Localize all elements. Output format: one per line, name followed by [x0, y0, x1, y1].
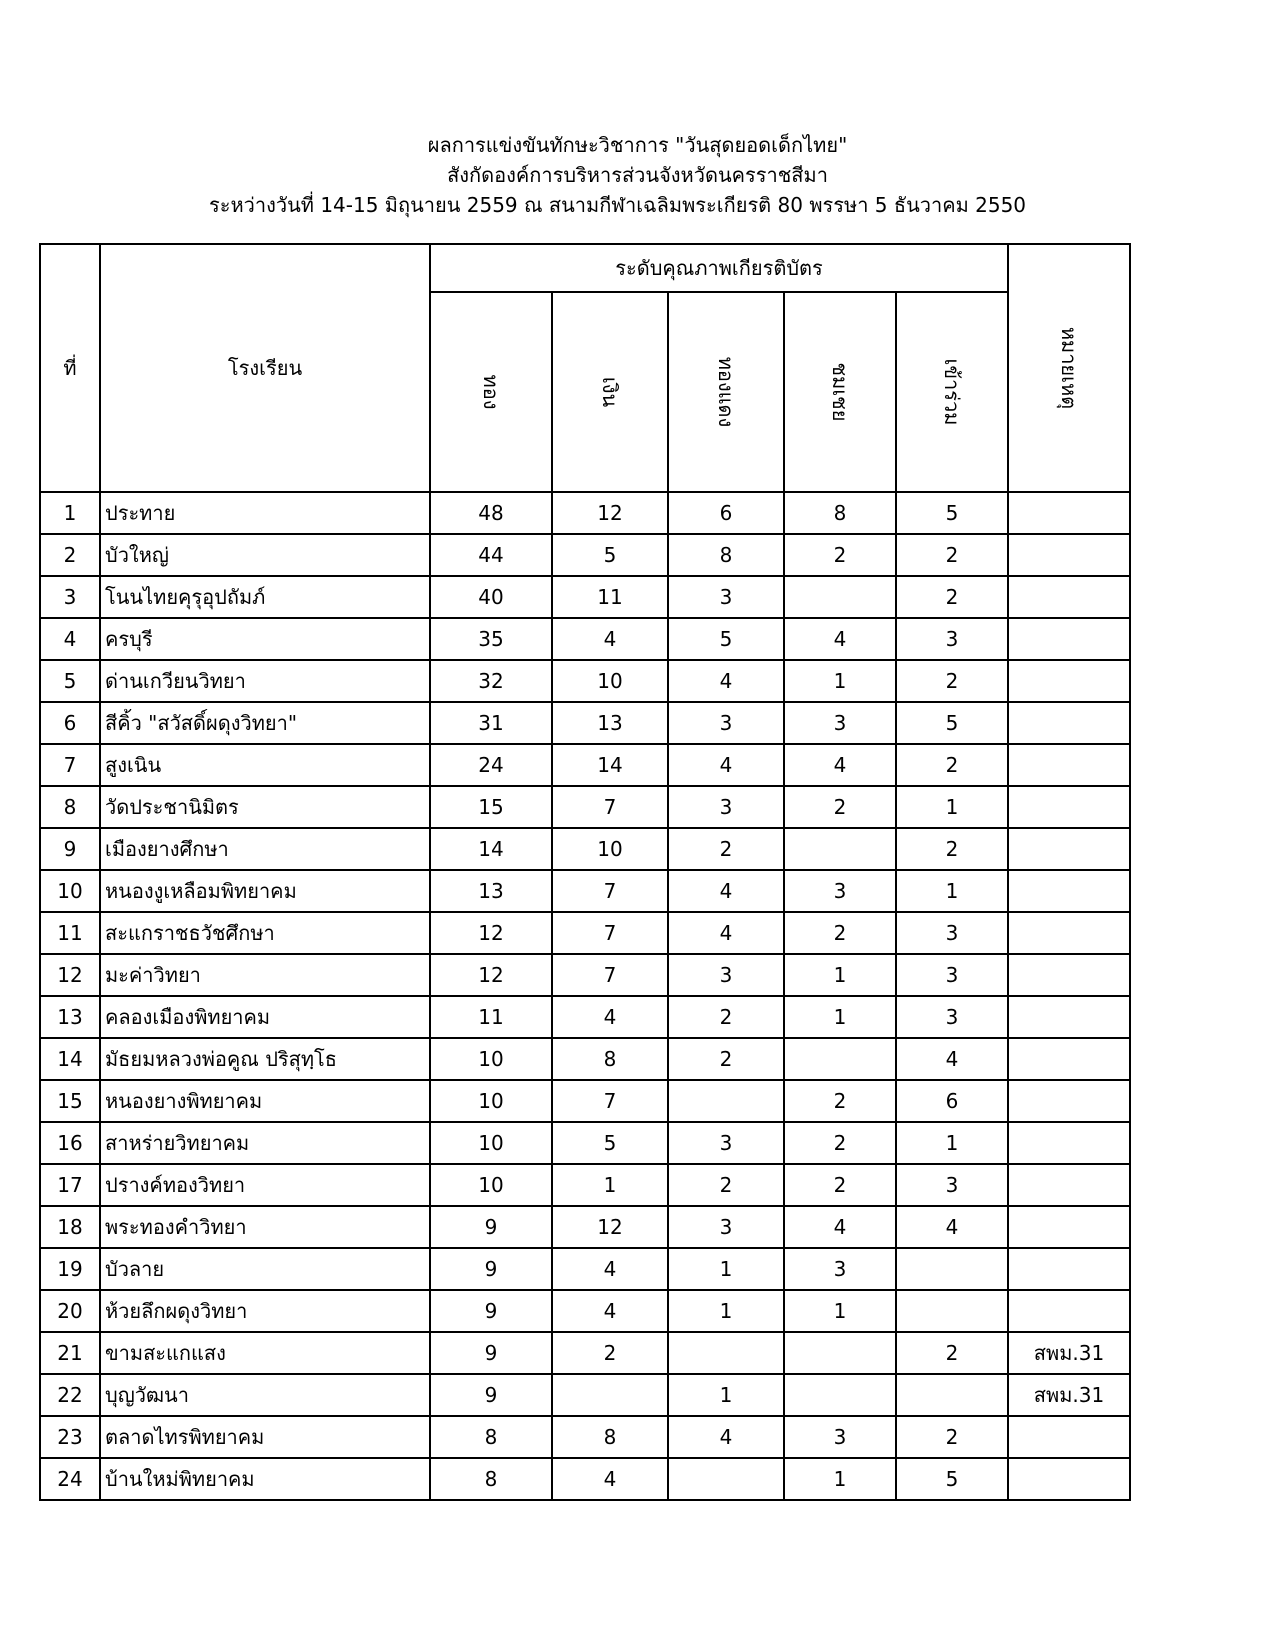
- header-honor-cell: [784, 292, 896, 492]
- header-no: ที่: [40, 244, 100, 492]
- cell-note: [1008, 1122, 1130, 1164]
- cell-participate: 2: [896, 534, 1008, 576]
- cell-school: บัวใหญ่: [100, 534, 430, 576]
- table-row: [40, 618, 1130, 660]
- cell-honor: 1: [784, 1290, 896, 1332]
- table-row: [40, 912, 1130, 954]
- cell-honor: 3: [784, 1248, 896, 1290]
- cell-silver: 7: [552, 912, 668, 954]
- cell-silver: 7: [552, 870, 668, 912]
- header-gold-cell: [430, 292, 552, 492]
- cell-participate: 2: [896, 576, 1008, 618]
- cell-gold: 10: [430, 1080, 552, 1122]
- table-row: [40, 1038, 1130, 1080]
- cell-note: [1008, 996, 1130, 1038]
- cell-gold: 14: [430, 828, 552, 870]
- table-row: [40, 576, 1130, 618]
- table-row: [40, 786, 1130, 828]
- cell-bronze: 3: [668, 576, 784, 618]
- cell-bronze: 4: [668, 660, 784, 702]
- cell-no: 14: [40, 1038, 100, 1080]
- cell-bronze: 2: [668, 828, 784, 870]
- cell-silver: 4: [552, 1458, 668, 1500]
- cell-gold: 32: [430, 660, 552, 702]
- cell-note: [1008, 1038, 1130, 1080]
- cell-no: 1: [40, 492, 100, 534]
- cell-no: 12: [40, 954, 100, 996]
- cell-no: 9: [40, 828, 100, 870]
- cell-bronze: 4: [668, 744, 784, 786]
- cell-participate: 1: [896, 786, 1008, 828]
- cell-bronze: 2: [668, 1038, 784, 1080]
- cell-honor: 2: [784, 1122, 896, 1164]
- cell-school: ประทาย: [100, 492, 430, 534]
- cell-honor: 3: [784, 870, 896, 912]
- cell-silver: 5: [552, 534, 668, 576]
- table-row: [40, 1416, 1130, 1458]
- cell-school: หนองงูเหลือมพิทยาคม: [100, 870, 430, 912]
- cell-honor: 4: [784, 744, 896, 786]
- cell-honor: [784, 1332, 896, 1374]
- cell-gold: 10: [430, 1122, 552, 1164]
- cell-bronze: 5: [668, 618, 784, 660]
- cell-participate: 5: [896, 492, 1008, 534]
- cell-no: 19: [40, 1248, 100, 1290]
- cell-silver: 8: [552, 1416, 668, 1458]
- cell-gold: 31: [430, 702, 552, 744]
- cell-note: [1008, 1290, 1130, 1332]
- cell-note: [1008, 912, 1130, 954]
- cell-silver: 4: [552, 1248, 668, 1290]
- cell-silver: 14: [552, 744, 668, 786]
- cell-school: ขามสะแกแสง: [100, 1332, 430, 1374]
- cell-no: 22: [40, 1374, 100, 1416]
- cell-school: คลองเมืองพิทยาคม: [100, 996, 430, 1038]
- header-participate: เข้าร่วม: [940, 358, 964, 426]
- cell-gold: 15: [430, 786, 552, 828]
- cell-gold: 10: [430, 1038, 552, 1080]
- cell-gold: 9: [430, 1206, 552, 1248]
- cell-no: 6: [40, 702, 100, 744]
- table-row: [40, 1122, 1130, 1164]
- cell-participate: 3: [896, 1164, 1008, 1206]
- cell-bronze: 3: [668, 1206, 784, 1248]
- cell-honor: 2: [784, 1164, 896, 1206]
- cell-school: ห้วยลึกผดุงวิทยา: [100, 1290, 430, 1332]
- cell-silver: 7: [552, 786, 668, 828]
- cell-note: [1008, 492, 1130, 534]
- cell-honor: 4: [784, 1206, 896, 1248]
- table-row: [40, 996, 1130, 1038]
- cell-honor: [784, 1038, 896, 1080]
- cell-participate: 3: [896, 618, 1008, 660]
- cell-school: โนนไทยคุรุอุปถัมภ์: [100, 576, 430, 618]
- cell-silver: 4: [552, 996, 668, 1038]
- cell-honor: 2: [784, 534, 896, 576]
- cell-note: [1008, 954, 1130, 996]
- table-row: [40, 1290, 1130, 1332]
- cell-honor: 1: [784, 660, 896, 702]
- cell-bronze: 4: [668, 1416, 784, 1458]
- cell-school: บ้านใหม่พิทยาคม: [100, 1458, 430, 1500]
- cell-note: [1008, 1206, 1130, 1248]
- table-row: [40, 828, 1130, 870]
- cell-gold: 11: [430, 996, 552, 1038]
- cell-no: 11: [40, 912, 100, 954]
- cell-gold: 44: [430, 534, 552, 576]
- cell-gold: 48: [430, 492, 552, 534]
- cell-gold: 40: [430, 576, 552, 618]
- cell-no: 10: [40, 870, 100, 912]
- header-participate-cell: [896, 292, 1008, 492]
- table-row: [40, 1206, 1130, 1248]
- cell-school: สาหร่ายวิทยาคม: [100, 1122, 430, 1164]
- cell-school: สีคิ้ว "สวัสดิ์ผดุงวิทยา": [100, 702, 430, 744]
- cell-silver: 2: [552, 1332, 668, 1374]
- cell-silver: 7: [552, 954, 668, 996]
- cell-participate: 2: [896, 1332, 1008, 1374]
- cell-no: 3: [40, 576, 100, 618]
- cell-participate: 2: [896, 828, 1008, 870]
- cell-bronze: 3: [668, 1122, 784, 1164]
- cell-school: พระทองคำวิทยา: [100, 1206, 430, 1248]
- table-row: [40, 1164, 1130, 1206]
- cell-participate: 2: [896, 660, 1008, 702]
- cell-silver: 13: [552, 702, 668, 744]
- cell-bronze: 2: [668, 1164, 784, 1206]
- cell-bronze: 1: [668, 1374, 784, 1416]
- cell-note: [1008, 618, 1130, 660]
- cell-bronze: 3: [668, 786, 784, 828]
- cell-school: สะแกราชธวัชศึกษา: [100, 912, 430, 954]
- cell-no: 5: [40, 660, 100, 702]
- cell-no: 24: [40, 1458, 100, 1500]
- cell-no: 15: [40, 1080, 100, 1122]
- cell-school: ด่านเกวียนวิทยา: [100, 660, 430, 702]
- cell-note: [1008, 576, 1130, 618]
- cell-participate: 2: [896, 744, 1008, 786]
- cell-silver: 7: [552, 1080, 668, 1122]
- header-bronze-cell: [668, 292, 784, 492]
- cell-participate: 3: [896, 912, 1008, 954]
- cell-no: 20: [40, 1290, 100, 1332]
- table-row: [40, 954, 1130, 996]
- cell-honor: 1: [784, 954, 896, 996]
- cell-bronze: 3: [668, 702, 784, 744]
- cell-no: 13: [40, 996, 100, 1038]
- cell-school: มัธยมหลวงพ่อคูณ ปริสุทฺโธ: [100, 1038, 430, 1080]
- cell-participate: [896, 1374, 1008, 1416]
- cell-note: สพม.31: [1008, 1374, 1130, 1416]
- table-body: [40, 492, 1130, 1500]
- cell-note: [1008, 534, 1130, 576]
- header-certificate-level: ระดับคุณภาพเกียรติบัตร: [430, 244, 1008, 292]
- cell-gold: 10: [430, 1164, 552, 1206]
- title-organization: สังกัดองค์การบริหารส่วนจังหวัดนครราชสีมา: [447, 163, 828, 187]
- cell-note: [1008, 828, 1130, 870]
- cell-no: 18: [40, 1206, 100, 1248]
- cell-honor: [784, 576, 896, 618]
- cell-participate: 6: [896, 1080, 1008, 1122]
- cell-honor: 4: [784, 618, 896, 660]
- cell-silver: 12: [552, 1206, 668, 1248]
- cell-silver: 8: [552, 1038, 668, 1080]
- cell-school: หนองยางพิทยาคม: [100, 1080, 430, 1122]
- cell-bronze: 1: [668, 1248, 784, 1290]
- cell-participate: 4: [896, 1038, 1008, 1080]
- cell-silver: 10: [552, 660, 668, 702]
- cell-note: [1008, 786, 1130, 828]
- cell-no: 17: [40, 1164, 100, 1206]
- document-header: [0, 130, 1275, 220]
- cell-silver: 12: [552, 492, 668, 534]
- cell-note: [1008, 870, 1130, 912]
- cell-bronze: 6: [668, 492, 784, 534]
- table-row: [40, 1248, 1130, 1290]
- cell-participate: 5: [896, 1458, 1008, 1500]
- cell-participate: 1: [896, 870, 1008, 912]
- cell-no: 16: [40, 1122, 100, 1164]
- cell-school: ปรางค์ทองวิทยา: [100, 1164, 430, 1206]
- cell-participate: 1: [896, 1122, 1008, 1164]
- table-row: [40, 492, 1130, 534]
- cell-bronze: [668, 1332, 784, 1374]
- results-table: [39, 243, 1131, 1501]
- table-header: [40, 244, 1130, 492]
- cell-bronze: [668, 1080, 784, 1122]
- cell-honor: [784, 1374, 896, 1416]
- cell-school: บุญวัฒนา: [100, 1374, 430, 1416]
- cell-school: เมืองยางศึกษา: [100, 828, 430, 870]
- cell-note: [1008, 1248, 1130, 1290]
- cell-honor: 2: [784, 786, 896, 828]
- cell-participate: 2: [896, 1416, 1008, 1458]
- cell-note: [1008, 1416, 1130, 1458]
- cell-no: 4: [40, 618, 100, 660]
- table-row: [40, 534, 1130, 576]
- cell-school: มะค่าวิทยา: [100, 954, 430, 996]
- cell-note: สพม.31: [1008, 1332, 1130, 1374]
- cell-note: [1008, 744, 1130, 786]
- cell-no: 7: [40, 744, 100, 786]
- cell-participate: 3: [896, 954, 1008, 996]
- cell-note: [1008, 1080, 1130, 1122]
- cell-honor: 8: [784, 492, 896, 534]
- header-note: หมายเหตุ: [1057, 326, 1081, 410]
- cell-note: [1008, 1458, 1130, 1500]
- table-row: [40, 870, 1130, 912]
- cell-silver: [552, 1374, 668, 1416]
- cell-honor: 3: [784, 702, 896, 744]
- header-honor: ชมเชย: [828, 362, 852, 422]
- cell-silver: 10: [552, 828, 668, 870]
- cell-honor: 1: [784, 1458, 896, 1500]
- table-row: [40, 1080, 1130, 1122]
- cell-gold: 9: [430, 1374, 552, 1416]
- cell-no: 8: [40, 786, 100, 828]
- cell-silver: 5: [552, 1122, 668, 1164]
- cell-bronze: 3: [668, 954, 784, 996]
- cell-gold: 24: [430, 744, 552, 786]
- cell-gold: 12: [430, 954, 552, 996]
- cell-gold: 9: [430, 1332, 552, 1374]
- cell-note: [1008, 1164, 1130, 1206]
- header-gold: ทอง: [479, 374, 503, 410]
- cell-silver: 1: [552, 1164, 668, 1206]
- cell-participate: [896, 1290, 1008, 1332]
- cell-gold: 12: [430, 912, 552, 954]
- cell-gold: 9: [430, 1290, 552, 1332]
- cell-participate: 3: [896, 996, 1008, 1038]
- cell-silver: 4: [552, 618, 668, 660]
- cell-gold: 35: [430, 618, 552, 660]
- cell-honor: 2: [784, 912, 896, 954]
- table-row: [40, 702, 1130, 744]
- cell-gold: 8: [430, 1416, 552, 1458]
- cell-note: [1008, 702, 1130, 744]
- header-school: โรงเรียน: [100, 244, 430, 492]
- cell-silver: 4: [552, 1290, 668, 1332]
- cell-school: บัวลาย: [100, 1248, 430, 1290]
- cell-bronze: [668, 1458, 784, 1500]
- cell-participate: 5: [896, 702, 1008, 744]
- header-note-cell: [1008, 244, 1130, 492]
- table-row: [40, 1458, 1130, 1500]
- title-competition: ผลการแข่งขันทักษะวิชาการ "วันสุดยอดเด็กไทย": [427, 133, 848, 157]
- cell-honor: 3: [784, 1416, 896, 1458]
- cell-participate: 4: [896, 1206, 1008, 1248]
- cell-gold: 9: [430, 1248, 552, 1290]
- cell-no: 23: [40, 1416, 100, 1458]
- header-silver-cell: [552, 292, 668, 492]
- cell-silver: 11: [552, 576, 668, 618]
- cell-no: 21: [40, 1332, 100, 1374]
- table-row: [40, 1374, 1130, 1416]
- cell-honor: 2: [784, 1080, 896, 1122]
- header-bronze: ทองแดง: [714, 356, 738, 428]
- cell-bronze: 2: [668, 996, 784, 1038]
- cell-honor: [784, 828, 896, 870]
- cell-participate: [896, 1248, 1008, 1290]
- table-row: [40, 744, 1130, 786]
- header-silver: เงิน: [598, 376, 622, 408]
- cell-no: 2: [40, 534, 100, 576]
- cell-bronze: 4: [668, 912, 784, 954]
- cell-school: ครบุรี: [100, 618, 430, 660]
- cell-gold: 8: [430, 1458, 552, 1500]
- table-row: [40, 1332, 1130, 1374]
- cell-gold: 13: [430, 870, 552, 912]
- cell-school: สูงเนิน: [100, 744, 430, 786]
- title-date-venue: ระหว่างวันที่ 14-15 มิถุนายน 2559 ณ สนามกีฬาเฉลิมพระเกียรติ 80 พรรษา 5 ธันวาคม 2550: [208, 193, 1027, 217]
- cell-bronze: 8: [668, 534, 784, 576]
- cell-bronze: 4: [668, 870, 784, 912]
- cell-note: [1008, 660, 1130, 702]
- table-row: [40, 660, 1130, 702]
- cell-bronze: 1: [668, 1290, 784, 1332]
- cell-honor: 1: [784, 996, 896, 1038]
- cell-school: วัดประชานิมิตร: [100, 786, 430, 828]
- cell-school: ตลาดไทรพิทยาคม: [100, 1416, 430, 1458]
